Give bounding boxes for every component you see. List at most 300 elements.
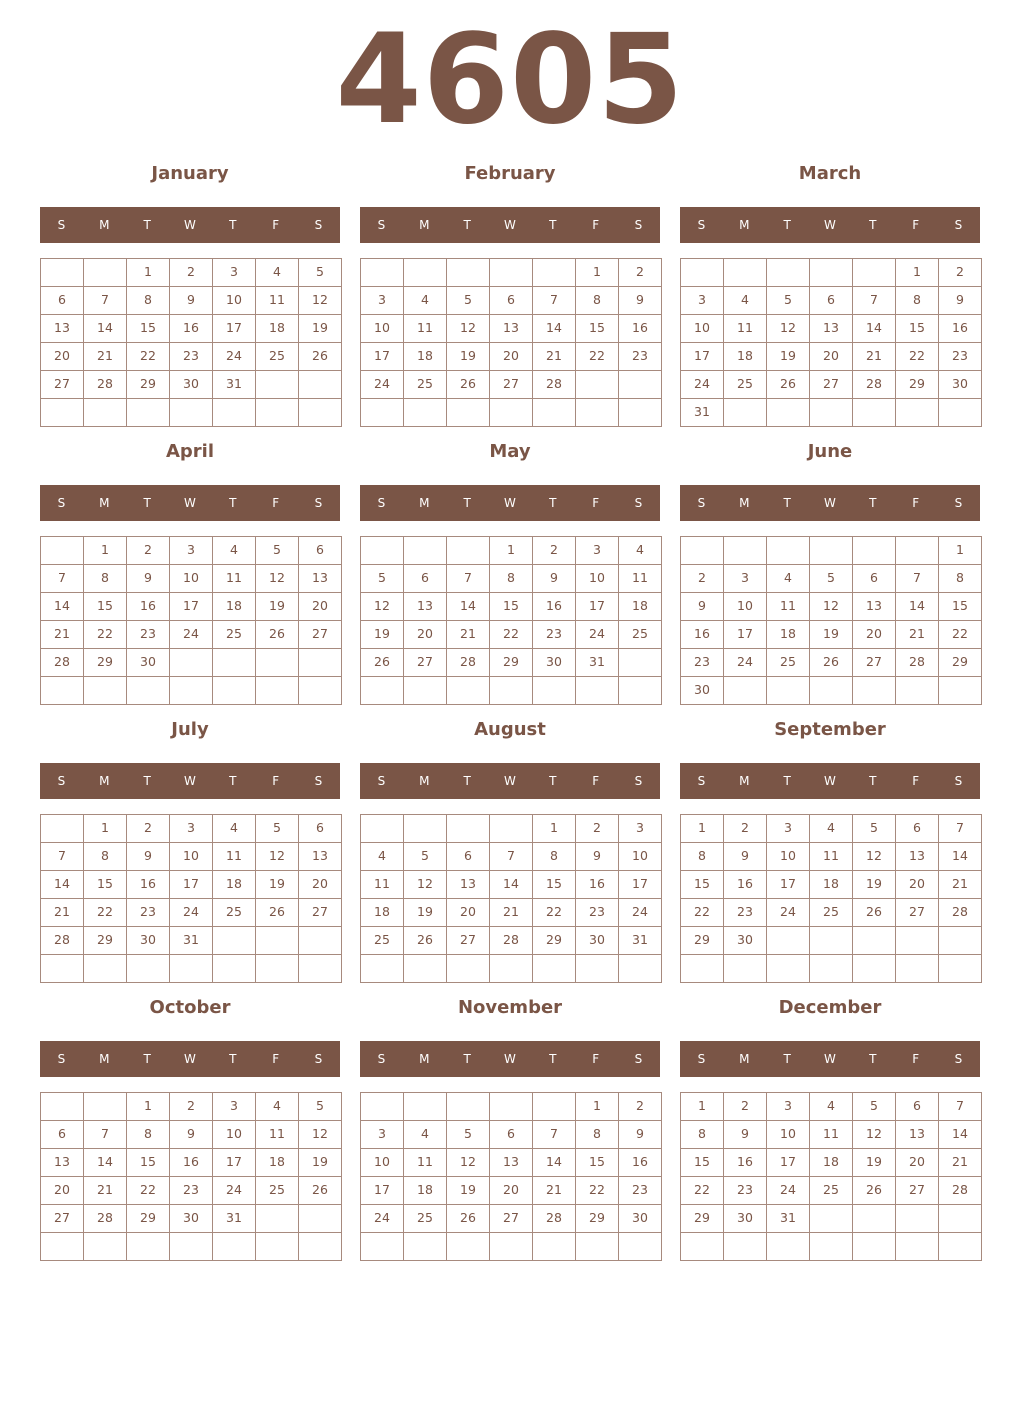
empty-cell (938, 398, 982, 427)
empty-cell (298, 1232, 342, 1261)
day-cell: 26 (255, 620, 299, 649)
day-cell: 31 (618, 926, 662, 955)
month-title: July (171, 719, 209, 740)
day-cell: 19 (809, 620, 853, 649)
day-cell: 19 (446, 1176, 490, 1205)
day-cell: 28 (532, 1204, 576, 1233)
day-cell: 27 (40, 370, 84, 399)
day-cell: 25 (212, 620, 256, 649)
weekday-label: T (143, 218, 151, 232)
day-cell: 21 (40, 898, 84, 927)
day-cell: 20 (40, 342, 84, 371)
empty-cell (723, 398, 767, 427)
empty-cell (298, 954, 342, 983)
weekday-label: T (229, 218, 237, 232)
empty-cell (360, 1232, 404, 1261)
day-cell: 30 (126, 926, 170, 955)
empty-cell (618, 370, 662, 399)
empty-cell (723, 536, 767, 565)
day-cell: 22 (126, 1176, 170, 1205)
day-cell: 24 (766, 898, 810, 927)
empty-cell (126, 1232, 170, 1261)
day-cell: 14 (895, 592, 939, 621)
day-cell: 12 (852, 1120, 896, 1149)
day-cell: 17 (766, 870, 810, 899)
day-cell: 24 (723, 648, 767, 677)
day-cell: 14 (40, 870, 84, 899)
empty-cell (40, 676, 84, 705)
weekday-label: F (912, 496, 920, 510)
day-cell: 28 (83, 1204, 127, 1233)
weekday-label: T (549, 496, 557, 510)
day-cell: 30 (169, 370, 213, 399)
empty-cell (575, 676, 619, 705)
empty-cell (532, 676, 576, 705)
day-cell: 29 (83, 648, 127, 677)
day-cell: 3 (169, 536, 213, 565)
day-cell: 7 (40, 564, 84, 593)
day-cell: 6 (489, 286, 533, 315)
day-cell: 14 (83, 1148, 127, 1177)
day-cell: 12 (360, 592, 404, 621)
empty-cell (938, 954, 982, 983)
day-cell: 30 (169, 1204, 213, 1233)
empty-cell (403, 954, 447, 983)
day-cell: 2 (723, 1092, 767, 1121)
day-cell: 29 (680, 926, 724, 955)
empty-cell (83, 1092, 127, 1121)
day-cell: 22 (680, 1176, 724, 1205)
empty-cell (255, 954, 299, 983)
empty-cell (809, 1232, 853, 1261)
empty-cell (298, 926, 342, 955)
empty-cell (446, 258, 490, 287)
day-cell: 24 (169, 620, 213, 649)
day-cell: 31 (212, 1204, 256, 1233)
weekday-label: T (463, 218, 471, 232)
day-cell: 28 (938, 898, 982, 927)
empty-cell (723, 1232, 767, 1261)
day-cell: 1 (895, 258, 939, 287)
weekday-header (360, 1041, 660, 1077)
weekday-label: T (143, 774, 151, 788)
day-cell: 19 (255, 870, 299, 899)
weekday-header (40, 485, 340, 521)
day-cell: 24 (618, 898, 662, 927)
day-cell: 17 (766, 1148, 810, 1177)
day-cell: 24 (212, 1176, 256, 1205)
day-cell: 6 (446, 842, 490, 871)
day-cell: 20 (852, 620, 896, 649)
weekday-label: M (99, 218, 110, 232)
empty-cell (489, 954, 533, 983)
day-cell: 2 (680, 564, 724, 593)
day-cell: 16 (723, 870, 767, 899)
day-cell: 10 (618, 842, 662, 871)
empty-cell (575, 398, 619, 427)
weekday-label: M (419, 218, 430, 232)
day-cell: 16 (126, 870, 170, 899)
day-cell: 16 (680, 620, 724, 649)
day-cell: 20 (403, 620, 447, 649)
empty-cell (852, 926, 896, 955)
day-cell: 22 (489, 620, 533, 649)
empty-cell (852, 954, 896, 983)
day-cell: 3 (212, 258, 256, 287)
day-cell: 30 (938, 370, 982, 399)
day-cell: 14 (40, 592, 84, 621)
empty-cell (360, 954, 404, 983)
month-july (40, 714, 340, 984)
day-cell: 26 (255, 898, 299, 927)
day-cell: 15 (575, 314, 619, 343)
day-cell: 16 (618, 1148, 662, 1177)
day-cell: 13 (40, 314, 84, 343)
day-cell: 30 (126, 648, 170, 677)
empty-cell (852, 398, 896, 427)
day-cell: 6 (298, 814, 342, 843)
weekday-label: S (377, 1052, 386, 1066)
empty-cell (852, 1232, 896, 1261)
weekday-label: M (739, 218, 750, 232)
day-cell: 4 (403, 1120, 447, 1149)
day-cell: 7 (895, 564, 939, 593)
day-cell: 4 (723, 286, 767, 315)
weekday-label: S (697, 1052, 706, 1066)
weekday-label: W (184, 774, 196, 788)
weekday-label: F (272, 1052, 280, 1066)
day-cell: 29 (83, 926, 127, 955)
day-cell: 23 (723, 1176, 767, 1205)
empty-cell (126, 954, 170, 983)
empty-cell (360, 536, 404, 565)
day-cell: 15 (895, 314, 939, 343)
day-grid (360, 536, 661, 704)
empty-cell (532, 954, 576, 983)
day-cell: 11 (723, 314, 767, 343)
empty-cell (489, 398, 533, 427)
empty-cell (489, 676, 533, 705)
empty-cell (532, 258, 576, 287)
day-cell: 8 (575, 286, 619, 315)
day-cell: 21 (938, 870, 982, 899)
day-cell: 31 (212, 370, 256, 399)
day-cell: 25 (255, 342, 299, 371)
empty-cell (575, 954, 619, 983)
empty-cell (446, 814, 490, 843)
weekday-label: S (314, 1052, 323, 1066)
empty-cell (809, 954, 853, 983)
day-cell: 6 (40, 1120, 84, 1149)
day-cell: 16 (169, 314, 213, 343)
day-cell: 12 (446, 314, 490, 343)
day-cell: 19 (403, 898, 447, 927)
day-cell: 4 (618, 536, 662, 565)
empty-cell (618, 398, 662, 427)
empty-cell (532, 1232, 576, 1261)
weekday-label: F (592, 1052, 600, 1066)
weekday-header (360, 207, 660, 243)
empty-cell (298, 1204, 342, 1233)
day-cell: 4 (809, 814, 853, 843)
day-cell: 10 (360, 1148, 404, 1177)
empty-cell (212, 1232, 256, 1261)
day-cell: 1 (938, 536, 982, 565)
day-cell: 9 (680, 592, 724, 621)
empty-cell (126, 398, 170, 427)
empty-cell (809, 1204, 853, 1233)
day-cell: 27 (298, 620, 342, 649)
day-cell: 18 (403, 342, 447, 371)
day-cell: 15 (680, 870, 724, 899)
empty-cell (360, 258, 404, 287)
weekday-label: S (954, 774, 963, 788)
day-cell: 20 (40, 1176, 84, 1205)
day-cell: 18 (766, 620, 810, 649)
empty-cell (255, 1204, 299, 1233)
empty-cell (680, 258, 724, 287)
empty-cell (40, 1092, 84, 1121)
day-cell: 23 (723, 898, 767, 927)
empty-cell (83, 398, 127, 427)
day-cell: 27 (446, 926, 490, 955)
empty-cell (766, 676, 810, 705)
day-cell: 7 (938, 1092, 982, 1121)
month-february (360, 158, 660, 428)
day-grid (360, 258, 661, 426)
day-cell: 13 (403, 592, 447, 621)
day-cell: 22 (938, 620, 982, 649)
day-cell: 6 (809, 286, 853, 315)
weekday-label: S (314, 774, 323, 788)
month-title: September (774, 719, 886, 740)
empty-cell (446, 1092, 490, 1121)
day-cell: 20 (895, 870, 939, 899)
weekday-header (680, 1041, 980, 1077)
day-cell: 30 (723, 1204, 767, 1233)
day-cell: 5 (255, 536, 299, 565)
day-cell: 11 (809, 842, 853, 871)
empty-cell (809, 398, 853, 427)
day-cell: 18 (723, 342, 767, 371)
day-cell: 21 (852, 342, 896, 371)
empty-cell (489, 258, 533, 287)
day-cell: 3 (618, 814, 662, 843)
day-cell: 9 (532, 564, 576, 593)
empty-cell (212, 954, 256, 983)
day-cell: 2 (169, 258, 213, 287)
day-cell: 29 (680, 1204, 724, 1233)
day-cell: 18 (618, 592, 662, 621)
day-cell: 6 (40, 286, 84, 315)
day-cell: 5 (446, 1120, 490, 1149)
empty-cell (852, 676, 896, 705)
day-cell: 28 (852, 370, 896, 399)
day-cell: 23 (938, 342, 982, 371)
weekday-label: M (419, 774, 430, 788)
day-cell: 28 (489, 926, 533, 955)
weekday-header (680, 207, 980, 243)
weekday-label: F (592, 774, 600, 788)
day-cell: 1 (680, 1092, 724, 1121)
day-cell: 27 (298, 898, 342, 927)
empty-cell (618, 1232, 662, 1261)
weekday-label: W (184, 218, 196, 232)
day-cell: 9 (618, 286, 662, 315)
day-cell: 22 (895, 342, 939, 371)
day-cell: 2 (618, 258, 662, 287)
day-cell: 17 (360, 1176, 404, 1205)
day-cell: 25 (809, 898, 853, 927)
day-cell: 25 (618, 620, 662, 649)
day-cell: 13 (40, 1148, 84, 1177)
day-cell: 3 (169, 814, 213, 843)
day-cell: 21 (895, 620, 939, 649)
day-cell: 2 (532, 536, 576, 565)
weekday-label: F (272, 218, 280, 232)
empty-cell (938, 926, 982, 955)
empty-cell (895, 1204, 939, 1233)
weekday-header (40, 763, 340, 799)
day-cell: 29 (938, 648, 982, 677)
day-cell: 23 (575, 898, 619, 927)
month-title: April (165, 441, 215, 462)
day-cell: 10 (360, 314, 404, 343)
day-cell: 18 (809, 870, 853, 899)
day-cell: 8 (83, 564, 127, 593)
empty-cell (938, 1204, 982, 1233)
day-cell: 24 (766, 1176, 810, 1205)
empty-cell (40, 398, 84, 427)
day-cell: 4 (255, 1092, 299, 1121)
day-cell: 13 (895, 842, 939, 871)
weekday-label: S (697, 218, 706, 232)
empty-cell (446, 536, 490, 565)
day-cell: 20 (298, 870, 342, 899)
day-cell: 11 (403, 1148, 447, 1177)
day-cell: 29 (895, 370, 939, 399)
day-cell: 13 (489, 314, 533, 343)
month-title: January (151, 163, 229, 184)
day-cell: 1 (680, 814, 724, 843)
day-cell: 26 (809, 648, 853, 677)
month-title: December (778, 997, 882, 1018)
day-cell: 26 (298, 342, 342, 371)
day-cell: 24 (212, 342, 256, 371)
month-title: March (798, 163, 862, 184)
day-cell: 20 (298, 592, 342, 621)
empty-cell (255, 370, 299, 399)
day-cell: 6 (403, 564, 447, 593)
day-cell: 19 (298, 1148, 342, 1177)
day-cell: 20 (809, 342, 853, 371)
day-cell: 8 (895, 286, 939, 315)
empty-cell (575, 370, 619, 399)
day-cell: 1 (126, 258, 170, 287)
day-cell: 7 (446, 564, 490, 593)
weekday-label: W (824, 1052, 836, 1066)
day-cell: 31 (680, 398, 724, 427)
empty-cell (298, 370, 342, 399)
day-cell: 22 (575, 1176, 619, 1205)
empty-cell (212, 398, 256, 427)
empty-cell (212, 648, 256, 677)
day-cell: 16 (938, 314, 982, 343)
empty-cell (360, 1092, 404, 1121)
weekday-label: W (184, 496, 196, 510)
weekday-header (680, 763, 980, 799)
day-cell: 30 (680, 676, 724, 705)
day-cell: 7 (83, 1120, 127, 1149)
month-march (680, 158, 980, 428)
day-cell: 9 (126, 842, 170, 871)
day-cell: 14 (532, 1148, 576, 1177)
day-cell: 23 (126, 898, 170, 927)
day-cell: 28 (532, 370, 576, 399)
day-cell: 7 (489, 842, 533, 871)
day-cell: 1 (83, 814, 127, 843)
day-cell: 8 (126, 286, 170, 315)
empty-cell (575, 1232, 619, 1261)
weekday-label: T (463, 774, 471, 788)
weekday-label: T (783, 218, 791, 232)
day-cell: 2 (723, 814, 767, 843)
weekday-label: T (869, 496, 877, 510)
day-cell: 15 (83, 592, 127, 621)
day-cell: 13 (298, 842, 342, 871)
day-cell: 24 (360, 1204, 404, 1233)
day-cell: 27 (809, 370, 853, 399)
day-cell: 12 (255, 842, 299, 871)
day-cell: 23 (618, 342, 662, 371)
day-cell: 29 (532, 926, 576, 955)
day-cell: 2 (169, 1092, 213, 1121)
day-cell: 8 (532, 842, 576, 871)
day-cell: 12 (403, 870, 447, 899)
empty-cell (255, 648, 299, 677)
empty-cell (680, 1232, 724, 1261)
month-title: May (489, 441, 531, 462)
day-cell: 25 (212, 898, 256, 927)
month-april (40, 436, 340, 706)
day-cell: 18 (255, 1148, 299, 1177)
day-cell: 14 (489, 870, 533, 899)
day-cell: 6 (852, 564, 896, 593)
weekday-label: M (419, 1052, 430, 1066)
day-cell: 28 (83, 370, 127, 399)
empty-cell (618, 676, 662, 705)
day-cell: 9 (723, 1120, 767, 1149)
empty-cell (723, 954, 767, 983)
empty-cell (809, 926, 853, 955)
day-cell: 23 (169, 1176, 213, 1205)
empty-cell (360, 676, 404, 705)
day-cell: 1 (575, 258, 619, 287)
day-cell: 14 (532, 314, 576, 343)
day-cell: 1 (575, 1092, 619, 1121)
day-cell: 9 (618, 1120, 662, 1149)
day-cell: 3 (723, 564, 767, 593)
empty-cell (680, 536, 724, 565)
empty-cell (169, 648, 213, 677)
day-grid (360, 1092, 661, 1260)
weekday-label: S (697, 496, 706, 510)
day-cell: 14 (446, 592, 490, 621)
day-cell: 13 (895, 1120, 939, 1149)
weekday-label: S (954, 218, 963, 232)
weekday-label: W (824, 496, 836, 510)
day-cell: 30 (618, 1204, 662, 1233)
